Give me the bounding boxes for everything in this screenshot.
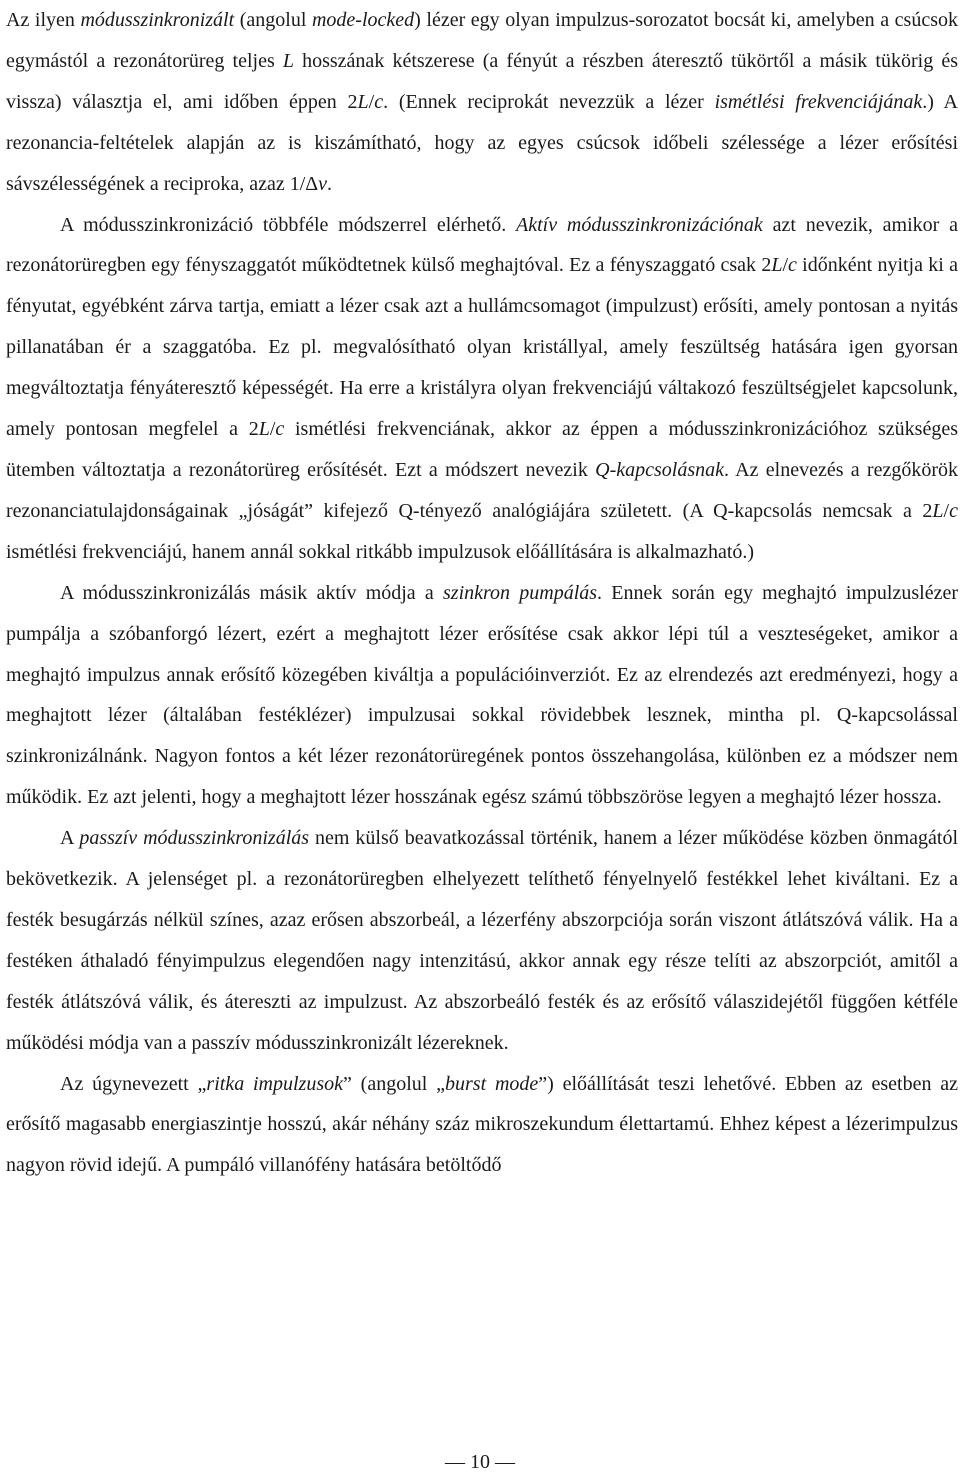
italic-text-run: mode-locked xyxy=(311,9,415,31)
text-run: (angolul xyxy=(234,9,312,31)
italic-text-run: L xyxy=(282,49,294,72)
italic-text-run: L xyxy=(771,254,783,277)
text-run: ” (angolul „ xyxy=(343,1072,446,1095)
italic-text-run: ν xyxy=(318,172,328,195)
italic-text-run: L xyxy=(258,418,270,441)
paragraph-passive-mode-locking xyxy=(6,818,958,1063)
text-run: hosszának kétszerese (a fényút a részben áteresztő tükörtől a másik tükörig és vissza) választja el, ami időben éppen 2 xyxy=(6,49,958,113)
italic-text-run: c xyxy=(949,499,958,522)
text-run: . Az elnevezés a rezgőkörök rezonanciatulajdonságainak „jóságát” kifejező Q-tényező analógiájára született. (A Q-kapcsolás nemcsak a 2 xyxy=(6,458,958,522)
italic-text-run: c xyxy=(374,90,384,113)
text-run: Az ilyen xyxy=(6,9,81,31)
paragraph-mode-locked-intro xyxy=(6,0,958,205)
text-run: ”) előállítását teszi lehetővé. Ebben az esetben az erősítő magasabb energiaszintje hosszú, akár néhány száz mikroszekundum élettartamú. Ehhez képest a lézerimpulzus nagyon rövid idejű. A pumpáló villanófény hatására betöltődő xyxy=(6,1072,958,1177)
italic-text-run: módusszinkronizált xyxy=(80,9,235,31)
text-run: nem külső beavatkozással történik, hanem a lézer működése közben önmagától bekövetkezik. A jelenséget pl. a rezonátorüregben elhelyezett telíthető fényelnyelő festékkel lehet kiváltani. Ez a festék besugárzás nélkül színes, azaz erősen abszorbeál, a lézerfény abszorpciója során viszont átlátszóvá válik. Ha a festéken áthaladó fényimpulzus elegendően nagy intenzitású, akkor annak egy része telíti az abszorpciót, amitől a festék átlátszóvá válik, és átereszti az impulzust. Az abszorbeáló festék és az erősítő válaszidejétől függően kétféle működési módja van a passzív módusszinkronizált lézereknek. xyxy=(6,827,959,1054)
italic-text-run: ritka impulzusok xyxy=(206,1072,343,1095)
text-run: . Ennek során egy meghajtó impulzuslézer pumpálja a szóbanforgó lézert, ezért a meghajtott lézer erősítése csak akkor lépi túl a veszteségeket, amikor a meghajtó impulzus annak erősítő közegében kiváltja a populációinverziót. Ez az elrendezés azt eredményezi, hogy a meghajtott lézer (általában festéklézer) impulzusai sokkal rövidebbek lesznek, mintha pl. Q-kapcsolással szinkronizálnánk. Nagyon fontos a két lézer rezonátorüregének pontos összehangolása, különben ez a módszer nem működik. Ez azt jelenti, hogy a meghajtott lézer hosszának egész számú többszöröse legyen a meghajtó lézer hossza. xyxy=(6,581,959,809)
text-run: A módusszinkronizálás másik aktív módja a xyxy=(60,581,443,604)
text-run: ismétlési frekvenciának, akkor az éppen a módusszinkronizációhoz szükséges ütemben változtatja a rezonátorüreg erősítését. Ezt a módszert nevezik xyxy=(6,418,958,481)
text-run: A módusszinkronizáció többféle módszerrel elérhető. xyxy=(60,213,517,236)
text-run: ) lézer egy olyan impulzus-sorozatot bocsát ki, amelyben a csúcsok egymástól a rezonátorüreg teljes xyxy=(6,9,958,72)
italic-text-run: burst mode xyxy=(445,1072,539,1095)
text-run: . (Ennek reciprokát nevezzük a lézer xyxy=(383,90,715,113)
italic-text-run: c xyxy=(275,418,285,441)
text-run: azt nevezik, amikor a rezonátorüregben egy fényszaggatót működtetnek külső meghajtóval. Ez a fényszaggató csak 2 xyxy=(6,213,958,277)
text-run: ismétlési frekvenciájú, hanem annál sokkal ritkább impulzusok előállítására is alkalmazható.) xyxy=(6,540,755,563)
italic-text-run: c xyxy=(788,254,797,277)
text-run: időnként nyitja ki a fényutat, egyébként zárva tartja, emiatt a lézer csak azt a hullámcsomagot (impulzust) erősíti, amely pontosan a nyitás pillanatában ér a szaggatóba. Ez pl. megvalósítható olyan kristállyal, amely feszültség hatására igen gyorsan megváltoztatja fényáteresztő képességét. Ha erre a kristályra olyan frekvenciájú váltakozó feszültségjelet kapcsolunk, amely pontosan megfelel a 2 xyxy=(6,254,958,441)
italic-text-run: L xyxy=(357,90,369,113)
document-page xyxy=(6,0,958,1186)
text-run: . xyxy=(327,172,333,195)
text-run: / xyxy=(368,90,375,113)
text-run: / xyxy=(269,418,276,441)
italic-text-run: ismétlési frekvenciájának xyxy=(714,90,923,113)
text-run: / xyxy=(943,499,950,522)
text-run: A xyxy=(60,827,80,850)
italic-text-run: szinkron pumpálás xyxy=(443,581,598,604)
text-run: Az úgynevezett „ xyxy=(60,1072,207,1095)
text-run: / xyxy=(782,254,788,277)
text-run: .) A rezonancia-feltételek alapján az is kiszámítható, hogy az egyes csúcsok időbeli szélessége a lézer erősítési sávszélességének a reciproka, azaz 1/Δ xyxy=(6,90,958,195)
italic-text-run: passzív módusszinkronizálás xyxy=(79,827,310,850)
italic-text-run: Aktív módusszinkronizációnak xyxy=(516,213,763,236)
paragraph-active-mode-locking xyxy=(6,205,958,573)
italic-text-run: L xyxy=(932,499,944,522)
paragraph-burst-mode xyxy=(6,1064,958,1187)
italic-text-run: Q-kapcsolásnak xyxy=(595,458,724,481)
paragraph-synchronous-pumping xyxy=(6,573,958,818)
page-number: — 10 — xyxy=(445,1451,515,1473)
